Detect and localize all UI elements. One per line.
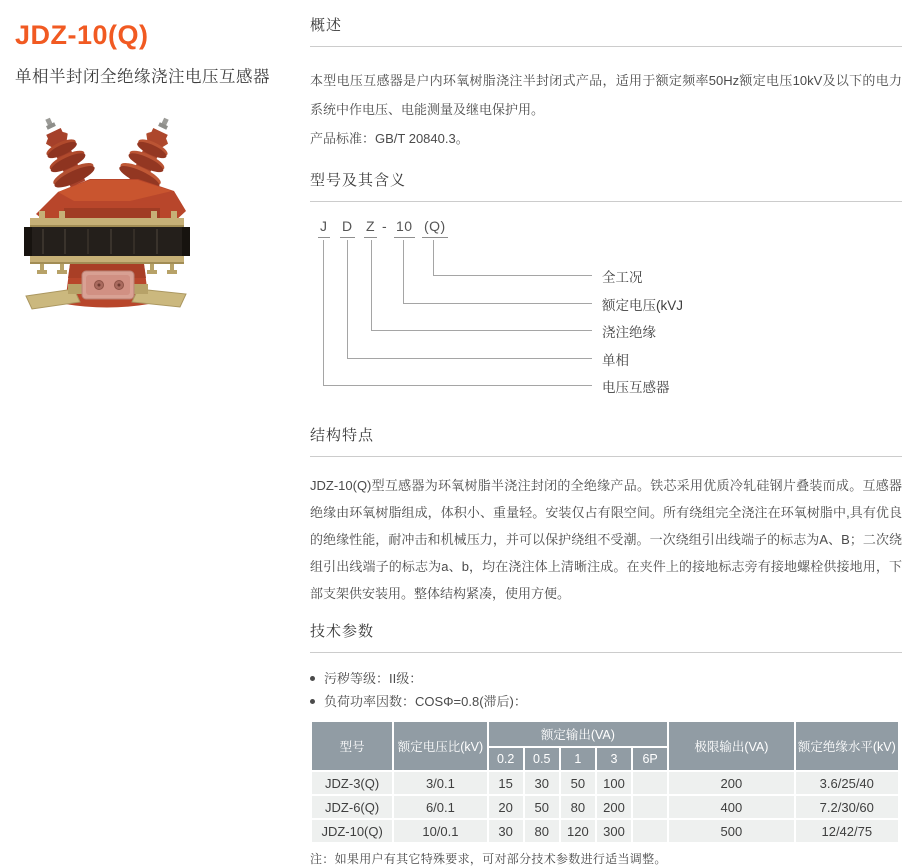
cell-limit: 200 xyxy=(669,772,793,794)
sub-col-0.2: 0.2 xyxy=(489,748,523,770)
section-heading-overview: 概述 xyxy=(310,14,902,47)
cell-insulation: 7.2/30/60 xyxy=(796,796,898,818)
cell-ratio: 10/0.1 xyxy=(394,820,486,842)
sub-col-1: 1 xyxy=(561,748,595,770)
branch-line xyxy=(323,385,592,386)
col-header-insulation: 额定绝缘水平(kV) xyxy=(796,722,898,770)
col-header-model: 型号 xyxy=(312,722,392,770)
table-row xyxy=(312,820,898,842)
overview-standard: 产品标准：GB/T 20840.3。 xyxy=(310,131,469,146)
cell-output: 80 xyxy=(561,796,595,818)
cell-output: 80 xyxy=(525,820,559,842)
col-header-rated-output: 额定输出(VA) xyxy=(489,722,668,746)
bullet-power-factor: 负荷功率因数：COSΦ=0.8(滞后)： xyxy=(310,690,902,713)
branch-label-z: 浇注绝缘 xyxy=(602,325,656,340)
tech-params-table xyxy=(310,720,900,844)
section-heading-tech: 技术参数 xyxy=(310,620,902,653)
content-column xyxy=(310,14,902,867)
product-subtitle: 单相半封闭全绝缘浇注电压互感器 xyxy=(15,68,270,86)
model-code-letter-d: D xyxy=(340,218,355,238)
table-row xyxy=(312,796,898,818)
cell-output: 30 xyxy=(525,772,559,794)
branch-line xyxy=(403,303,592,304)
cell-output: 50 xyxy=(561,772,595,794)
branch-line xyxy=(403,240,404,303)
model-code-dash: - xyxy=(382,218,388,234)
cell-ratio: 6/0.1 xyxy=(394,796,486,818)
branch-line xyxy=(433,275,592,276)
cell-output xyxy=(633,796,667,818)
cell-limit: 500 xyxy=(669,820,793,842)
terminal-cover xyxy=(82,271,134,299)
structure-text: JDZ-10(Q)型互感器为环氧树脂半浇注封闭的全绝缘产品。铁芯采用优质冷轧硅钢片叠装而成。互感器绝缘由环氧树脂组成，体积小、重量轻。安装仅占有限空间。所有绕组完全浇注在环氧树脂中,具有优良的绝缘性能，耐冲击和机械压力，并可以保护绕组不受潮。一次绕组引出线端子的标志为A、B；二次绕组引出线端子的标志为a、b，均在浇注体上清晰注成。在夹件上的接地标志旁有接地螺栓供接地用，下部支架供安装用。整体结构紧凑，使用方便。 xyxy=(310,478,902,601)
model-code-suffix: (Q) xyxy=(422,218,448,238)
cell-output: 200 xyxy=(597,796,631,818)
product-photo xyxy=(12,100,207,315)
cell-output: 30 xyxy=(489,820,523,842)
branch-label-j: 电压互感器 xyxy=(602,380,670,395)
branch-line xyxy=(433,240,434,275)
core-lamination xyxy=(24,227,190,256)
col-header-limit: 极限输出(VA) xyxy=(669,722,793,770)
model-code-letter-j: J xyxy=(318,218,330,238)
sub-col-0.5: 0.5 xyxy=(525,748,559,770)
branch-line xyxy=(347,358,592,359)
product-header xyxy=(15,20,300,87)
table-note: 注：如果用户有其它特殊要求，可对部分技术参数进行适当调整。 xyxy=(310,852,667,866)
cell-limit: 400 xyxy=(669,796,793,818)
cell-output: 15 xyxy=(489,772,523,794)
cell-model: JDZ-10(Q) xyxy=(312,820,392,842)
cell-insulation: 3.6/25/40 xyxy=(796,772,898,794)
branch-line xyxy=(371,240,372,330)
section-heading-model: 型号及其含义 xyxy=(310,169,902,202)
cell-output: 100 xyxy=(597,772,631,794)
bullet-dot xyxy=(310,676,315,681)
transformer-illustration xyxy=(12,100,207,315)
tech-bullet-list xyxy=(310,667,902,713)
model-code-diagram xyxy=(310,218,902,404)
col-header-ratio: 额定电压比(kV) xyxy=(394,722,486,770)
section-heading-structure: 结构特点 xyxy=(310,424,902,457)
cell-model: JDZ-3(Q) xyxy=(312,772,392,794)
branch-line xyxy=(371,330,592,331)
branch-label-q: 全工况 xyxy=(602,270,643,285)
cell-model: JDZ-6(Q) xyxy=(312,796,392,818)
model-code-number: 10 xyxy=(394,218,415,238)
product-title: JDZ-10(Q) xyxy=(15,20,149,50)
cell-ratio: 3/0.1 xyxy=(394,772,486,794)
sub-col-3: 3 xyxy=(597,748,631,770)
cell-output xyxy=(633,772,667,794)
branch-line xyxy=(347,240,348,358)
sub-col-6p: 6P xyxy=(633,748,667,770)
bullet-dot xyxy=(310,699,315,704)
branch-line xyxy=(323,240,324,385)
overview-text: 本型电压互感器是户内环氧树脂浇注半封闭式产品，适用于额定频率50Hz额定电压10kV及以下的电力系统中作电压、电能测量及继电保护用。 xyxy=(310,73,902,117)
cell-output: 300 xyxy=(597,820,631,842)
branch-label-d: 单相 xyxy=(602,353,629,368)
cell-output: 20 xyxy=(489,796,523,818)
branch-label-10: 额定电压(kVJ xyxy=(602,298,683,313)
cell-insulation: 12/42/75 xyxy=(796,820,898,842)
table-row xyxy=(312,772,898,794)
cell-output: 50 xyxy=(525,796,559,818)
cell-output: 120 xyxy=(561,820,595,842)
bullet-pollution-class: 污秽等级：II级： xyxy=(310,667,902,690)
model-code-letter-z: Z xyxy=(364,218,377,238)
cell-output xyxy=(633,820,667,842)
